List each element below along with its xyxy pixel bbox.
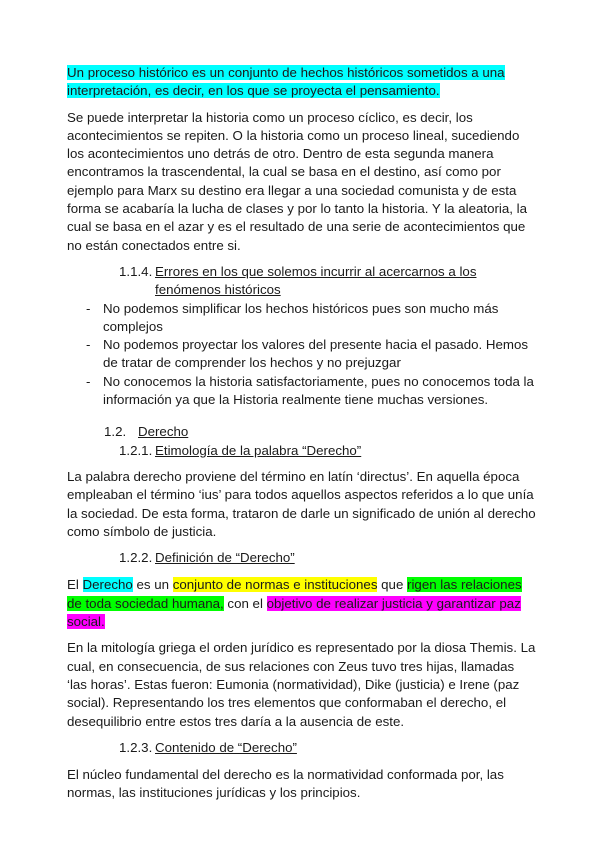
- list-item: - No podemos proyectar los valores del presente hacia el pasado. Hemos de tratar de comprender los hechos y no prejuzgar: [67, 336, 536, 373]
- def-highlight-magenta: objetivo de realizar justicia y garantizar paz social.: [67, 595, 521, 630]
- heading-title: Contenido de “Derecho”: [155, 739, 297, 755]
- def-text: que: [377, 577, 408, 593]
- highlighted-text: Un proceso histórico es un conjunto de hechos históricos sometidos a una interpretación, es decir, en los que se proyecta el pensamiento.: [67, 65, 505, 99]
- heading-1-2-3: [119, 739, 536, 757]
- heading-number: 1.2.1.: [119, 442, 153, 458]
- def-highlight-cyan: Derecho: [82, 577, 133, 593]
- paragraph-interpretacion-historia: Se puede interpretar la historia como un proceso cíclico, es decir, los acontecimientos se repiten. O la historia como un proceso lineal, sucediendo los acontecimientos uno detrás de otro. Dentro de esta segunda manera encontramos la trascendental, la cual se basa en el destino, así como por ejemplo para Marx su destino era llegar a una sociedad comunista y de esta forma se acabaría la lucha de clases y por lo tanto la historia. Y la aleatoria, la cual se basa en el azar y es el resultado de una serie de acontecimientos que no están conectados entre si.: [67, 109, 527, 253]
- heading-title: Etimología de la palabra “Derecho”: [155, 442, 362, 458]
- paragraph-proceso-historico: [67, 64, 536, 101]
- heading-title: Definición de “Derecho”: [155, 550, 295, 566]
- heading-1-2-1: [119, 442, 536, 460]
- heading-1-2-2: [119, 549, 536, 567]
- def-highlight-green: rigen las relaciones de toda sociedad humana,: [67, 577, 522, 611]
- heading-number: 1.2.: [104, 424, 127, 440]
- heading-title-line1: Errores en los que solemos incurrir al acercarnos a los: [155, 263, 477, 279]
- list-item: - No conocemos la historia satisfactoriamente, pues no conocemos toda la información ya que la Historia realmente tiene muchas versiones.: [67, 373, 536, 410]
- def-text: con el: [223, 595, 267, 611]
- def-text: El: [67, 577, 83, 593]
- paragraph-contenido: El núcleo fundamental del derecho es la normatividad conformada por, las normas, las instituciones jurídicas y los principios.: [67, 767, 504, 801]
- heading-number: 1.2.2.: [119, 550, 153, 566]
- paragraph-etimologia: La palabra derecho proviene del término en latín ‘directus’. En aquella época empleaban el término ‘ius’ para todos aquellos aspectos referidos a lo que unía la sociedad. De esta forma, trataron de darle un significado de unión al derecho como símbolo de justicia.: [67, 468, 536, 539]
- heading-number: 1.1.4.: [119, 263, 153, 279]
- errors-list: [67, 300, 536, 410]
- list-item: - No podemos simplificar los hechos históricos pues son mucho más complejos: [67, 300, 536, 337]
- paragraph-definicion: [67, 576, 536, 631]
- heading-number: 1.2.3.: [119, 739, 153, 755]
- heading-title: Derecho: [138, 424, 189, 440]
- paragraph-mitologia: En la mitología griega el orden jurídico es representado por la diosa Themis. La cual, en consecuencia, de sus relaciones con Zeus tuvo tres hijas, llamadas ‘las horas’. Estas fueron: Eumonia (normatividad), Dike (justicia) e Irene (paz social). Representando los tres elementos que conformaban el derecho, el desequilibrio entre estos tres daría a la ausencia de este.: [67, 640, 536, 729]
- def-highlight-yellow: conjunto de normas e instituciones: [172, 577, 378, 593]
- heading-title-line2: fenómenos históricos: [155, 282, 281, 298]
- heading-1-1-4: [119, 263, 536, 300]
- def-text: es un: [132, 577, 173, 593]
- heading-1-2: [104, 423, 536, 441]
